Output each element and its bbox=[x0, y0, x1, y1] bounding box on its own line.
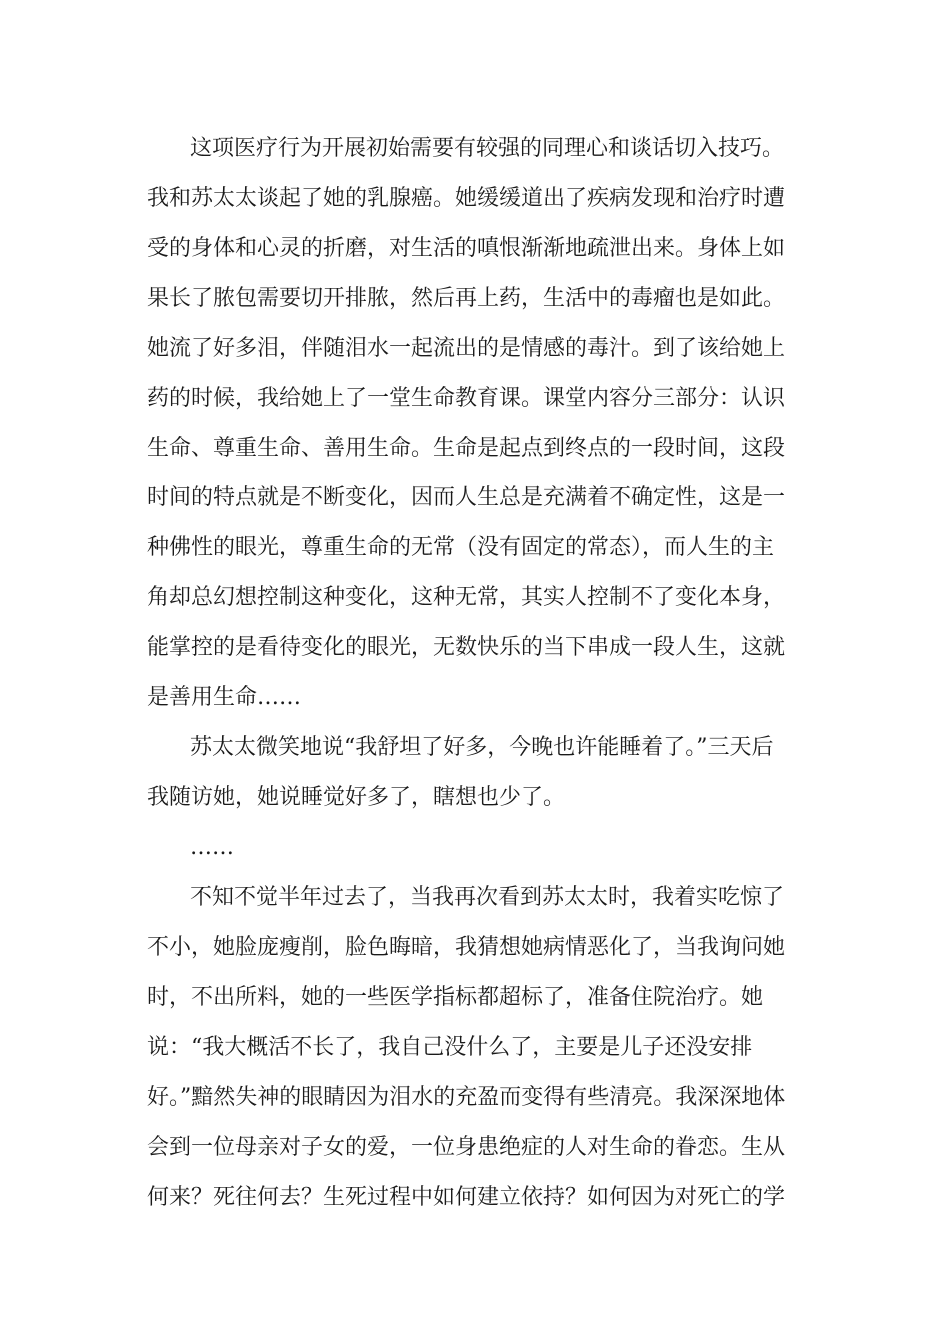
text-line: 好。”黯然失神的眼睛因为泪水的充盈而变得有些清亮。我深深地体 bbox=[147, 1085, 786, 1110]
text-line: 不知不觉半年过去了，当我再次看到苏太太时，我着实吃惊了 bbox=[190, 885, 785, 910]
text-line: 是善用生命…… bbox=[147, 685, 302, 710]
text-line: 我和苏太太谈起了她的乳腺癌。她缓缓道出了疾病发现和治疗时遭 bbox=[147, 186, 786, 211]
text-line: 说：“我大概活不长了，我自己没什么了，主要是儿子还没安排 bbox=[147, 1035, 753, 1060]
text-line: 受的身体和心灵的折磨，对生活的嗔恨渐渐地疏泄出来。身体上如 bbox=[147, 236, 786, 261]
text-line: 种佛性的眼光，尊重生命的无常（没有固定的常态），而人生的主 bbox=[147, 535, 775, 560]
text-line: 时，不出所料，她的一些医学指标都超标了，准备住院治疗。她 bbox=[147, 985, 764, 1010]
text-line: 她流了好多泪，伴随泪水一起流出的是情感的毒汁。到了该给她上 bbox=[147, 336, 786, 361]
text-line: 这项医疗行为开展初始需要有较强的同理心和谈话切入技巧。 bbox=[190, 136, 785, 161]
text-line: 药的时候，我给她上了一堂生命教育课。课堂内容分三部分：认识 bbox=[147, 386, 786, 411]
text-line: 果长了脓包需要切开排脓，然后再上药，生活中的毒瘤也是如此。 bbox=[147, 286, 786, 311]
text-line: …… bbox=[190, 835, 234, 860]
text-line: 能掌控的是看待变化的眼光，无数快乐的当下串成一段人生，这就 bbox=[147, 635, 786, 660]
text-line: 不小，她脸庞瘦削，脸色晦暗，我猜想她病情恶化了，当我询问她 bbox=[147, 935, 786, 960]
text-line: 角却总幻想控制这种变化，这种无常，其实人控制不了变化本身， bbox=[147, 585, 786, 610]
text-line: 苏太太微笑地说“我舒坦了好多，今晚也许能睡着了。”三天后 bbox=[190, 735, 774, 760]
text-line: 我随访她，她说睡觉好多了，瞎想也少了。 bbox=[147, 785, 566, 810]
text-line: 生命、尊重生命、善用生命。生命是起点到终点的一段时间，这段 bbox=[147, 436, 786, 461]
text-line: 时间的特点就是不断变化，因而人生总是充满着不确定性，这是一 bbox=[147, 485, 786, 510]
text-line: 何来？死往何去？生死过程中如何建立依持？如何因为对死亡的学 bbox=[147, 1185, 786, 1210]
text-line: 会到一位母亲对子女的爱，一位身患绝症的人对生命的眷恋。生从 bbox=[147, 1135, 786, 1160]
